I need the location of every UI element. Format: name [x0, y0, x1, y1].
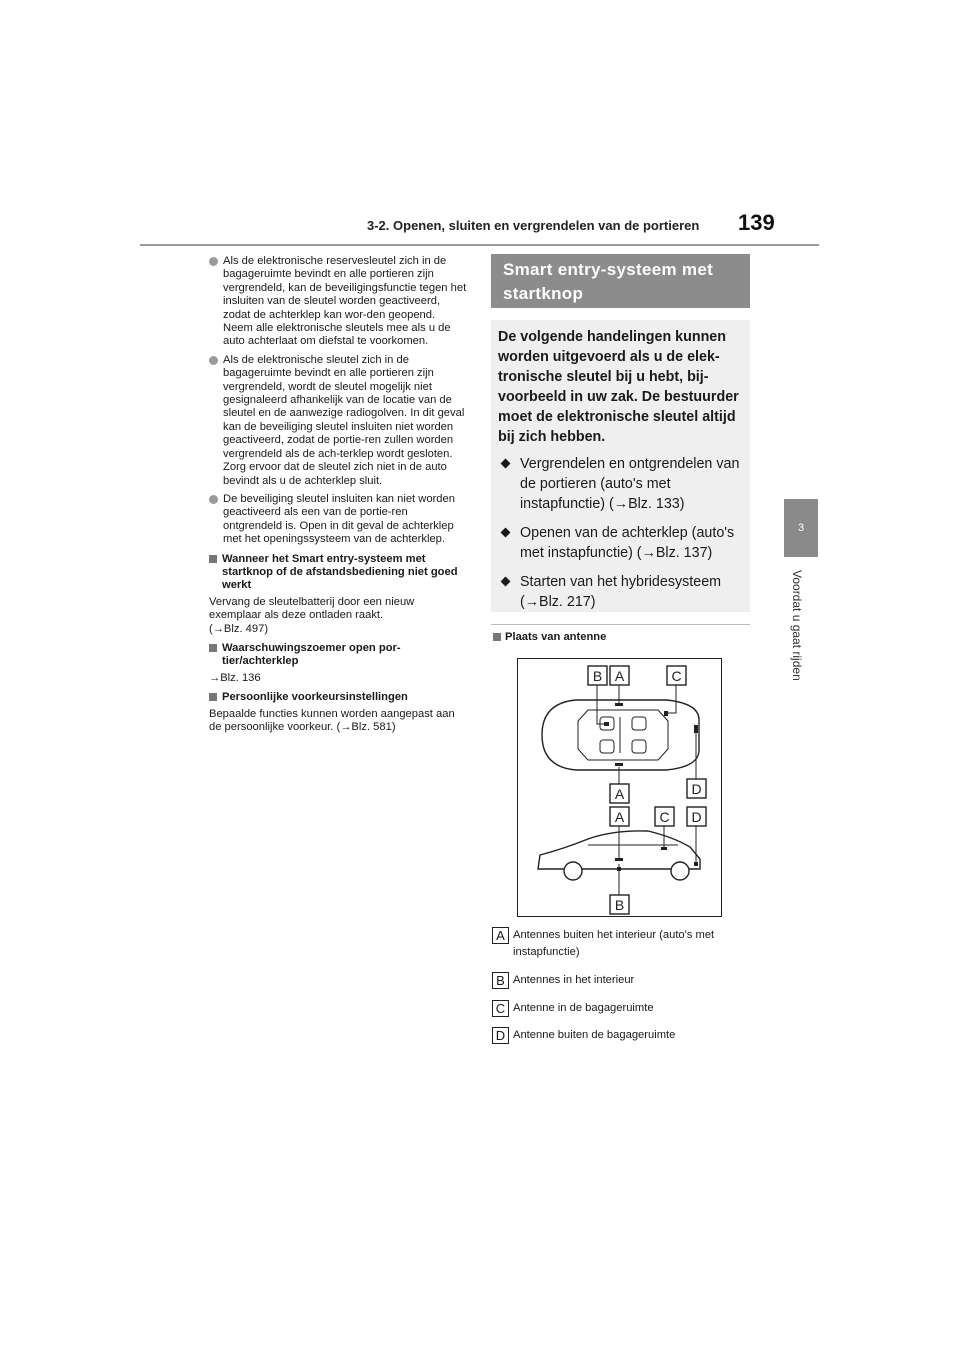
diagram-label-a: A	[614, 809, 625, 825]
diagram-label-c: C	[671, 668, 682, 684]
subsection-heading: Waarschuwingszoemer open por-tier/achterklep	[209, 642, 467, 669]
bullet-item	[209, 255, 467, 349]
bullet-dot-icon	[209, 495, 218, 504]
legend-text: Antenne in de bagageruimte	[513, 1002, 654, 1014]
bullet-text: Als de elektronische sleutel zich in de bagageruimte bevindt en alle portieren zijn vergrendeld, wordt de sleutel mogelijk niet gesignaleerd afhankelijk van de locatie van de sleutel en de aanwezige radiogolven. In dit geval kan de beveiliging sleutel insluiten niet worden geactiveerd, zodat de portie-ren zullen worden vergrendeld als de ach-terklep wordt gesloten. Zorg ervoor dat de sleutel zich niet in de auto bevindt als u de achterklep sluit.	[223, 353, 465, 487]
page-number: 139	[738, 210, 775, 235]
subsection-heading: Wanneer het Smart entry-systeem met startknop of de afstandsbediening niet goed werkt	[209, 553, 467, 593]
subsection-text: Bepaalde functies kunnen worden aangepast aan de persoonlijke voorkeur. (→Blz. 581)	[209, 707, 455, 733]
square-bullet-icon	[209, 555, 217, 563]
diagram-label-b: B	[592, 668, 603, 684]
section-heading: 3-2. Openen, sluiten en vergrendelen van de portieren	[367, 218, 700, 233]
diagram-label-a: A	[614, 668, 625, 684]
left-column	[209, 255, 467, 739]
page-reference[interactable]: (→Blz. 497)	[209, 622, 269, 635]
legend-text: Antennes in het interieur	[513, 974, 635, 986]
chapter-title: Voordat u gaat rijden	[790, 570, 804, 681]
section-title-box: Smart entry-systeem met startknop	[491, 254, 750, 308]
page-reference[interactable]: →Blz. 136	[209, 671, 261, 684]
legend-text: Antennes buiten het interieur (auto's met instapfunctie)	[513, 929, 715, 958]
legend-letter-box: B	[492, 972, 509, 989]
bullet-dot-icon	[209, 257, 218, 266]
bullet-text: De beveiliging sleutel insluiten kan niet worden geactiveerd als een van de portie-ren ontgrendeld is. Open in dit geval de achterklep met het openingssysteem van de achterklep.	[223, 492, 455, 546]
list-item: Vergrendelen en ontgrendelen van de portieren (auto's met instapfunctie) (→Blz. 133)	[498, 454, 743, 514]
diagram-label-c: C	[659, 809, 670, 825]
divider	[491, 624, 750, 625]
diamond-bullet-icon	[501, 459, 511, 469]
diagram-label-d: D	[691, 781, 702, 797]
antenna-diagram	[517, 658, 722, 917]
diagram-label-b: B	[614, 897, 625, 913]
info-intro: De volgende handelingen kunnen worden uitgevoerd als u de elek-tronische sleutel bij u hebt, bij-voorbeeld in uw zak. De bestuurder moet de elektronische sleutel altijd bij zich hebben.	[498, 329, 739, 445]
car-antenna-illustration	[518, 659, 721, 916]
bullet-text: Als de elektronische reservesleutel zich in de bagageruimte bevindt en alle portieren zijn vergrendeld, kan de beveiligingsfunctie tegen het insluiten van de sleutel worden geactiveerd, zodat de achterklep kan wor-den geopend. Neem alle elektronische sleutels mee als u de auto achterlaat om diefstal te voorkomen.	[223, 255, 467, 348]
square-bullet-icon	[209, 644, 217, 652]
list-item: Starten van het hybridesysteem (→Blz. 217)	[498, 572, 743, 612]
info-box	[491, 320, 750, 612]
diagram-label-d: D	[691, 809, 702, 825]
wheel-rear	[671, 862, 689, 880]
subsection-text: Vervang de sleutelbatterij door een nieuw exemplaar als deze ontladen raakt. (→Blz. 497)	[209, 595, 415, 635]
diagram-label-a: A	[614, 786, 625, 802]
subsection-heading: Plaats van antenne	[493, 631, 606, 643]
legend-letter-box: D	[492, 1027, 509, 1044]
diamond-bullet-icon	[501, 528, 511, 538]
header-rule	[140, 244, 819, 246]
square-bullet-icon	[209, 693, 217, 701]
square-bullet-icon	[493, 633, 501, 641]
subsection-heading: Persoonlijke voorkeursinstellingen	[209, 691, 467, 704]
diamond-bullet-icon	[501, 577, 511, 587]
bullet-dot-icon	[209, 356, 218, 365]
bullet-item	[209, 493, 467, 547]
legend-letter-box: C	[492, 1000, 509, 1017]
chapter-tab: 3	[784, 499, 818, 557]
list-item: Openen van de achterklep (auto's met instapfunctie) (→Blz. 137)	[498, 523, 743, 563]
bullet-item	[209, 354, 467, 488]
legend-text: Antenne buiten de bagageruimte	[513, 1029, 676, 1041]
legend-letter-box: A	[492, 927, 509, 944]
wheel-front	[564, 862, 582, 880]
